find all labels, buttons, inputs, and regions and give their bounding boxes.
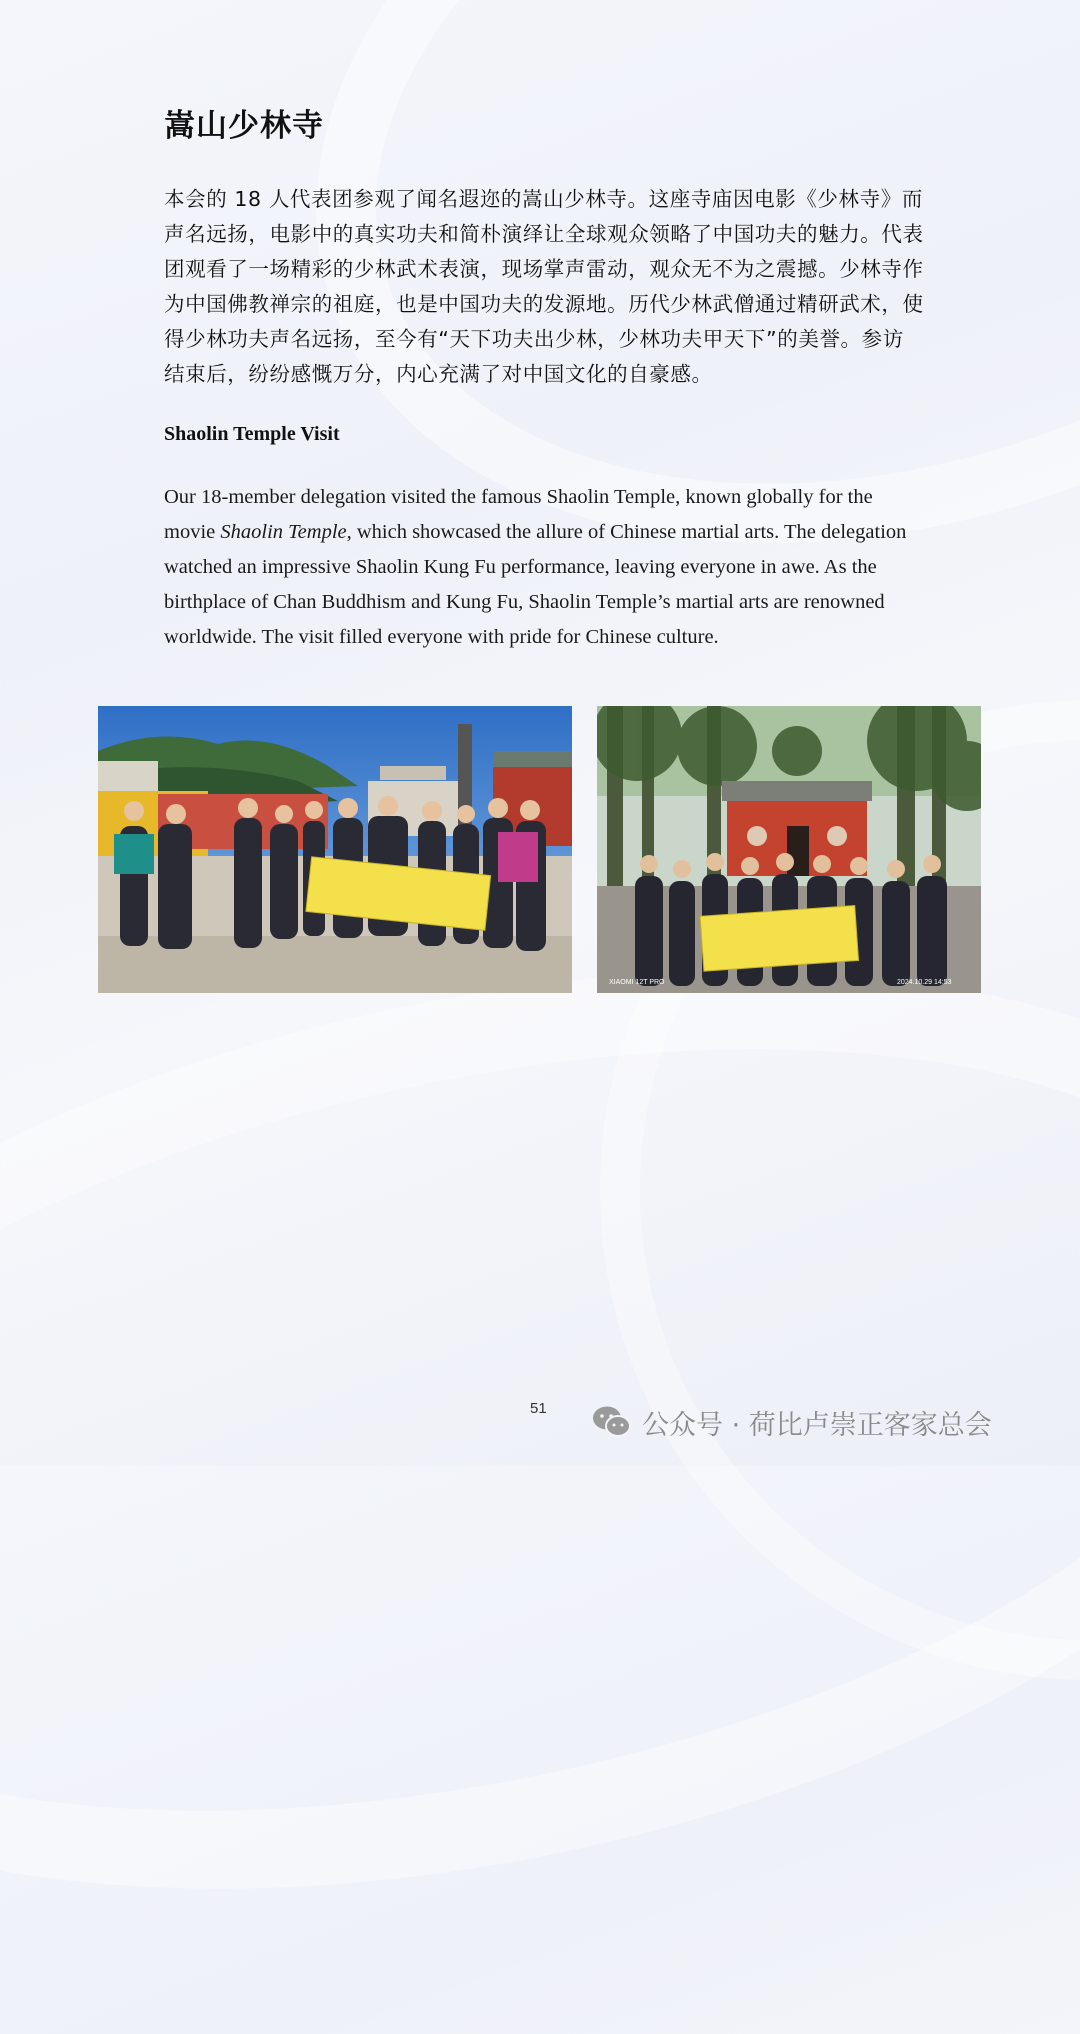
english-paragraph-part: , which showcased the allure of Chinese martial arts. The delegation watched an impressive Shaolin Kung Fu performance, leaving everyone in awe. As the birthplace of Chan Buddhism and Kung Fu, Shaolin Temple’s martial arts are renowned worldwide. The visit filled everyone with pride for Chinese culture. [164, 521, 907, 648]
wechat-icon [592, 1405, 632, 1439]
movie-title: Shaolin Temple [220, 521, 347, 543]
group-photo-temple-gate [98, 706, 572, 993]
group-photo-temple-hall [597, 706, 981, 993]
page-number: 51 [530, 1400, 547, 1417]
page-title: 嵩山少林寺 [164, 108, 324, 144]
wechat-watermark [592, 1402, 992, 1442]
photo-timestamp: 2024.10.29 14:53 [897, 979, 952, 986]
english-paragraph [164, 480, 924, 655]
english-heading: Shaolin Temple Visit [164, 423, 340, 445]
watermark-text: 公众号 · 荷比卢崇正客家总会 [642, 1409, 992, 1441]
chinese-paragraph: 本会的 18 人代表团参观了闻名遐迩的嵩山少林寺。这座寺庙因电影《少林寺》而声名远扬，电影中的真实功夫和简朴演绎让全球观众领略了中国功夫的魅力。代表团观看了一场精彩的少林武术表演，现场掌声雷动，观众无不为之震撼。少林寺作为中国佛教禅宗的祖庭，也是中国功夫的发源地。历代少林武僧通过精研武术，使得少林功夫声名远扬，至今有“天下功夫出少林，少林功夫甲天下”的美誉。参访结束后，纷纷感慨万分，内心充满了对中国文化的自豪感。 [164, 187, 924, 386]
camera-label: XIAOMI 12T PRO [609, 979, 665, 986]
english-paragraph-part: Our 18-member delegation visited the famous Shaolin Temple, known globally for the movie [164, 486, 873, 543]
